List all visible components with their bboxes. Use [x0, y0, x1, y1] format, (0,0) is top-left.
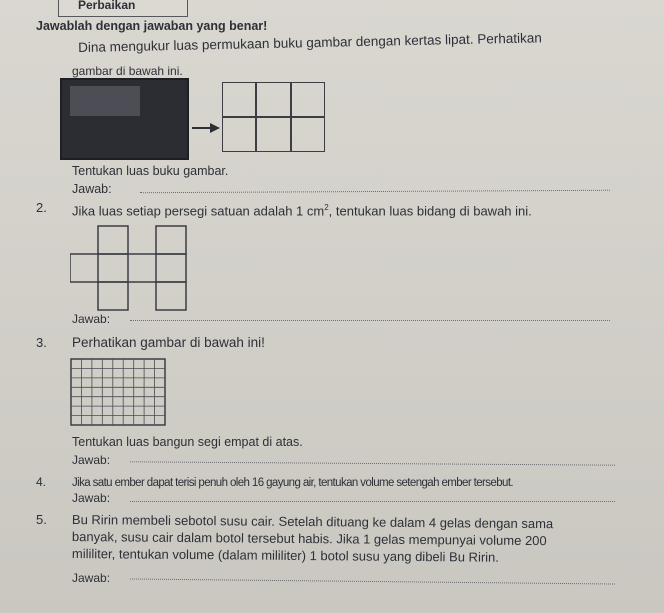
q1-prompt: Tentukan luas buku gambar. — [72, 164, 229, 178]
q5-line1: Bu Ririn membeli sebotol susu cair. Setelah dituang ke dalam 4 gelas dengan sama — [71, 512, 554, 532]
q1-answer-label: Jawab: — [72, 182, 112, 196]
q4-text: Jika satu ember dapat terisi penuh oleh 16 gayung air, tentukan volume setengah ember tersebut. — [72, 477, 514, 489]
q1-text-line1: Dina mengukur luas permukaan buku gambar dengan kertas lipat. Perhatikan — [78, 30, 542, 55]
q4-number: 4. — [36, 475, 47, 489]
q3-rectangle-grid — [70, 358, 170, 428]
q1-text-line2: gambar di bawah ini. — [72, 64, 183, 78]
q2-number: 2. — [36, 200, 47, 215]
q2-text: Jika luas setiap persegi satuan adalah 1 $cm^2$, tentukan luas bidang di bawah ini. — [72, 203, 532, 219]
q2-answer-label: Jawab: — [72, 312, 111, 326]
instruction-text: Jawablah dengan jawaban yang benar! — [36, 19, 268, 33]
q3-text: Perhatikan gambar di bawah ini! — [72, 335, 265, 350]
q2-answer-line[interactable] — [130, 320, 610, 321]
q3-answer-line[interactable] — [130, 461, 615, 465]
q3-number: 3. — [36, 335, 47, 350]
q1-answer-line[interactable] — [140, 190, 610, 193]
q2-unit-square-shape — [70, 224, 190, 314]
q4-answer-label: Jawab: — [72, 491, 111, 505]
q5-line2: banyak, susu cair dalam botol tersebut habis. Jika 1 gelas mempunyai volume 200 — [71, 529, 547, 549]
header-title: Perbaikan — [78, 0, 136, 12]
q1-folded-paper-grid — [222, 82, 325, 152]
q4-answer-line[interactable] — [130, 501, 615, 502]
q5-number: 5. — [36, 512, 47, 527]
q5-answer-line[interactable] — [130, 578, 615, 584]
q3-answer-label: Jawab: — [72, 453, 111, 467]
q5-answer-label: Jawab: — [72, 571, 111, 585]
right-arrow-icon — [192, 122, 220, 134]
q5-line3: mililiter, tentukan volume (dalam mililiter) 1 botol susu yang dibeli Bu Ririn. — [71, 546, 499, 565]
drawing-book-photo — [60, 78, 189, 160]
q3-prompt: Tentukan luas bangun segi empat di atas. — [72, 435, 303, 449]
